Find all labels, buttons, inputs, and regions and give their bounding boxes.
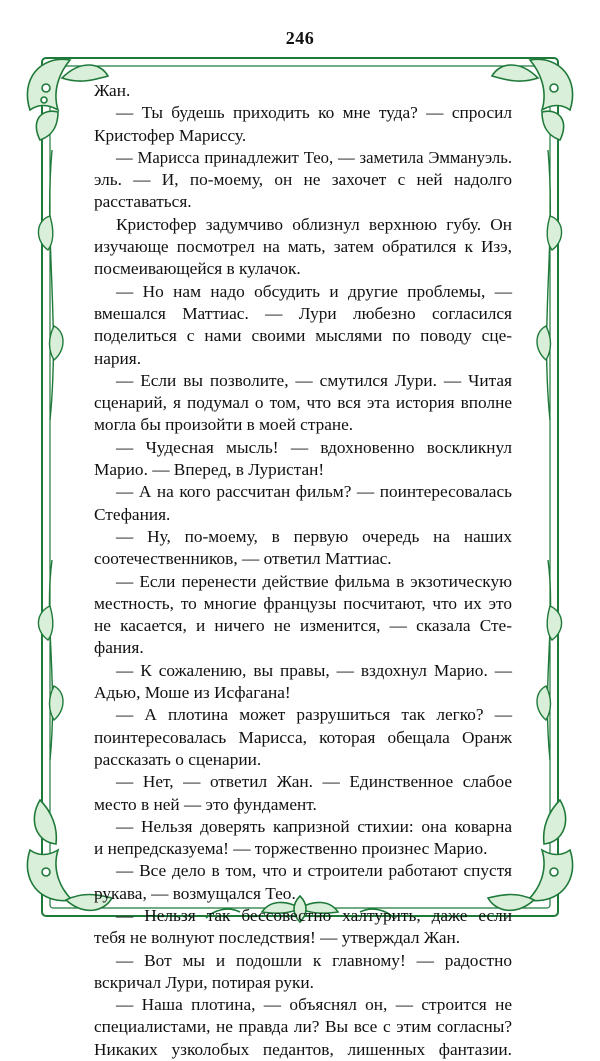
text-line: тебя не волнуют последствия! — утверждал Жан. [94,928,461,948]
text-line: — Ты будешь приходить ко мне туда? — спросил [116,103,512,123]
text-line: фания. [94,638,144,658]
text-line: посмеивающейся в кулачок. [94,259,301,279]
text-line: Стефания. [94,504,171,524]
text-line: Жан. [94,81,131,100]
text-line: и непредсказуема! — торжественно произнес Марио. [94,839,488,859]
text-line: Марио. — Вперед, в Луристан! [94,460,325,480]
text-line: — Нет, — ответил Жан. — Единственное слабое [116,772,512,792]
text-line: могла бы произойти в моей стране. [94,415,354,435]
text-line: — К сожалению, вы правы, — вздохнул Марио. — [116,660,512,680]
text-line: рассказать о сценарии. [94,749,262,769]
text-line: — Все дело в том, что и строители работают спустя [116,861,512,881]
text-line: специалистами, не правда ли? Вы все с этим согласны? [94,1017,512,1037]
text-line: — Если вы позволите, — смутился Лури. — Читая [116,370,512,390]
text-line: местность, то многие французы посчитают, что их это [94,593,512,613]
text-line: вскричал Лури, потирая руки. [94,972,314,992]
body-text [94,80,512,1061]
text-line: — Если перенести действие фильма в экзотическую [116,571,512,591]
text-line: соотечественников, — ответил Маттиас. [94,549,392,569]
text-line: Адью, Моше из Исфагана! [94,683,291,703]
text-line: — А плотина может разрушиться так легко? — [116,705,512,725]
text-line: нария. [94,348,142,368]
text-line: — Наша плотина, — объяснял он, — строится не [116,995,512,1015]
text-line: сценарий, я подумал о том, что вся эта история вполне [94,393,512,413]
text-line: вмешался Маттиас. — Лури любезно согласился [94,303,512,323]
text-line: изучающе посмотрел на мать, затем обратился к Изэ, [94,237,512,257]
text-line: — Чудесная мысль! — вдохновенно воскликнул [116,437,512,457]
text-line: Кристофер задумчиво облизнул верхнюю губу. Он [116,214,512,234]
text-line: расставаться. [94,192,192,212]
text-line: — Но нам надо обсудить и другие проблемы, — [116,281,512,301]
text-line: место в ней — это фундамент. [94,794,317,814]
text-line: не касается, и ничего не изменится, — сказала Сте- [94,616,512,636]
text-line: эль. — И, по-моему, он не захочет с ней надолго [94,170,512,190]
text-line: Кристофер Мариссу. [94,125,247,145]
text-line: поинтересовалась Марисса, которая обещала Оранж [94,727,512,747]
text-line: рукава, — возмущался Тео. [94,883,296,903]
text-line: — А на кого рассчитан фильм? — поинтересовалась [116,482,512,502]
text-line: — Нельзя так бессовестно халтурить, даже если [116,905,512,925]
text-line: поделиться с нами своими мыслями по поводу сце- [94,326,512,346]
text-line: — Вот мы и подошли к главному! — радостно [116,950,512,970]
text-line: — Нельзя доверять капризной стихии: она коварна [116,816,512,836]
text-line: Никаких узколобых педантов, лишенных фантазии. [94,1039,512,1059]
text-line: — Марисса принадлежит Тео, — заметила Эммануэль. [116,147,512,167]
page-number: 246 [285,28,315,48]
text-line: — Ну, по-моему, в первую очередь на наших [116,526,512,546]
